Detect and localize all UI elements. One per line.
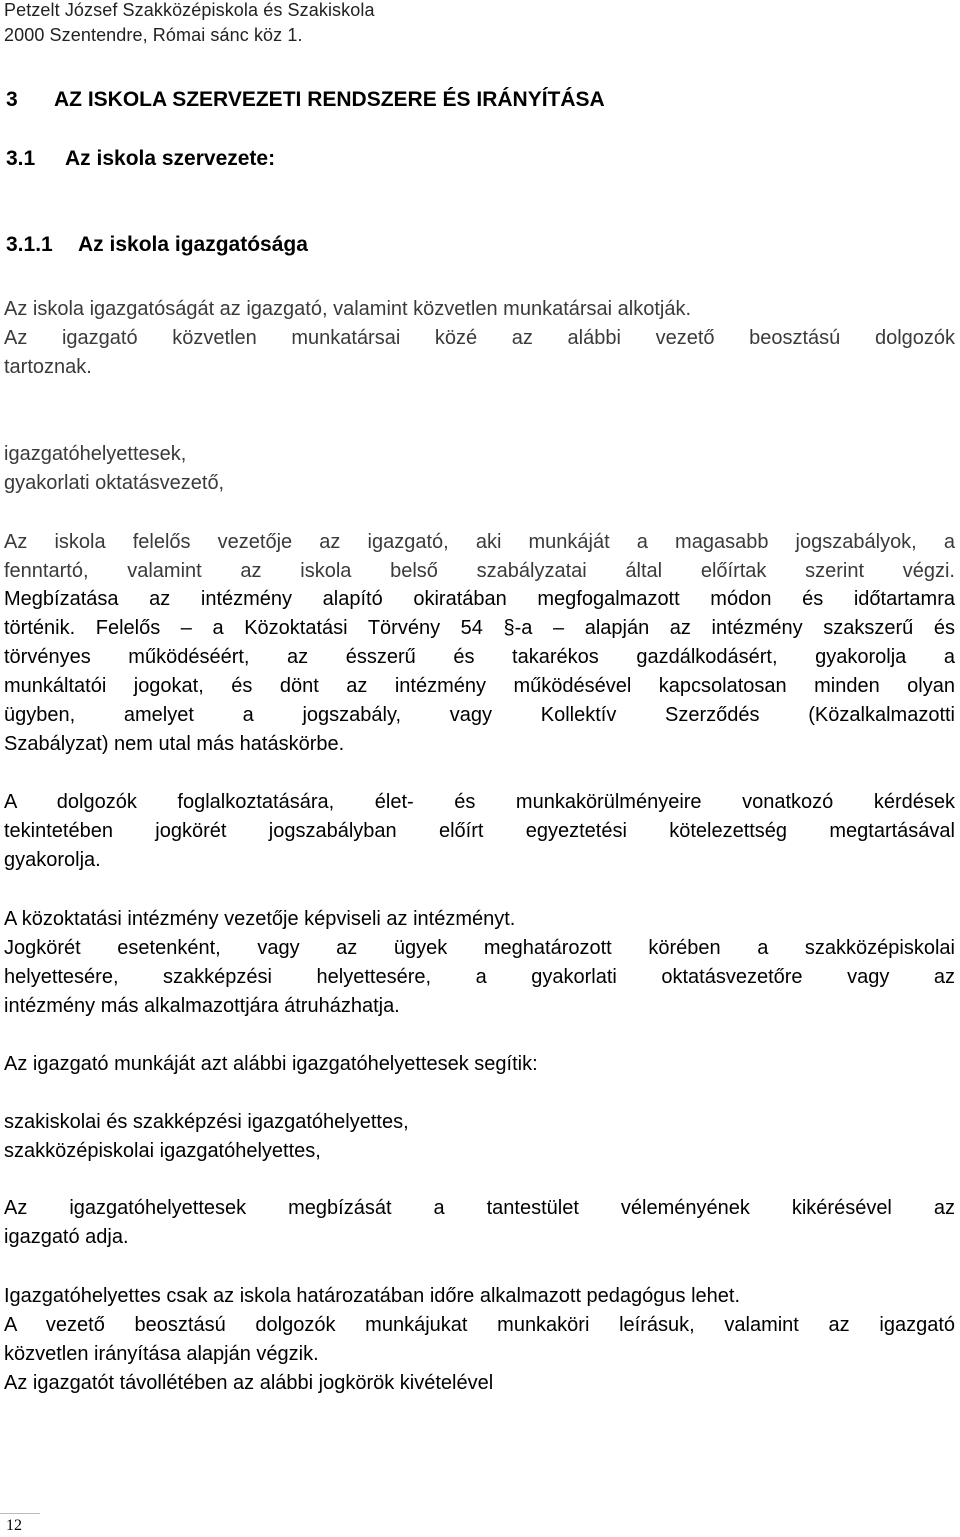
- paragraph-line: Az igazgató közvetlen munkatársai közé az alábbi vezető beosztású dolgozók: [4, 327, 955, 349]
- paragraph-line: igazgató adja.: [4, 1226, 129, 1248]
- paragraph-line: Jogkörét esetenként, vagy az ügyek meghatározott körében a szakközépiskolai: [4, 937, 955, 959]
- list-item: igazgatóhelyettesek,: [4, 443, 187, 465]
- paragraph-line: A közoktatási intézmény vezetője képviseli az intézményt.: [4, 908, 516, 930]
- list-item: szakiskolai és szakképzési igazgatóhelyettes,: [4, 1111, 409, 1133]
- paragraph-line: gyakorolja.: [4, 849, 101, 871]
- paragraph-line: Az igazgató munkáját azt alábbi igazgatóhelyettesek segítik:: [4, 1053, 538, 1075]
- paragraph-line: A dolgozók foglalkoztatására, élet- és munkakörülményeire vonatkozó kérdések: [4, 791, 955, 813]
- paragraph-line: tekintetében jogkörét jogszabályban előírt egyeztetési kötelezettség megtartásával: [4, 820, 955, 842]
- paragraph-line: történik. Felelős – a Közoktatási Törvény 54 §-a – alapján az intézmény szakszerű és: [4, 617, 955, 639]
- paragraph-line: Megbízatása az intézmény alapító okiratában megfogalmazott módon és időtartamra: [4, 588, 955, 610]
- paragraph-line: A vezető beosztású dolgozók munkájukat munkaköri leírásuk, valamint az igazgató: [4, 1314, 955, 1336]
- paragraph-line: Az igazgatóhelyettesek megbízását a tantestület véleményének kikérésével az: [4, 1197, 955, 1219]
- list-item: gyakorlati oktatásvezető,: [4, 472, 225, 494]
- footer-divider: [0, 1513, 40, 1514]
- heading-number: 3.1.1: [6, 233, 53, 256]
- paragraph-line: munkáltatói jogokat, és dönt az intézmény működésével kapcsolatosan minden olyan: [4, 675, 955, 697]
- paragraph-line: fenntartó, valamint az iskola belső szabályzatai által előírtak szerint végzi.: [4, 560, 955, 582]
- paragraph-line: intézmény más alkalmazottjára átruházhatja.: [4, 995, 400, 1017]
- heading-title: AZ ISKOLA SZERVEZETI RENDSZERE ÉS IRÁNYÍTÁSA: [54, 88, 605, 111]
- heading-number: 3: [6, 88, 18, 111]
- paragraph-line: törvényes működéséért, az ésszerű és takarékos gazdálkodásért, gyakorolja a: [4, 646, 955, 668]
- paragraph-line: Az iskola igazgatóságát az igazgató, valamint közvetlen munkatársai alkotják.: [4, 298, 692, 320]
- paragraph-line: Igazgatóhelyettes csak az iskola határozatában időre alkalmazott pedagógus lehet.: [4, 1285, 741, 1307]
- heading-number: 3.1: [6, 147, 36, 170]
- paragraph-line: tartoznak.: [4, 356, 92, 378]
- paragraph-line: helyettesére, szakképzési helyettesére, a gyakorlati oktatásvezetőre vagy az: [4, 966, 955, 988]
- page-number: 12: [6, 1517, 22, 1534]
- heading-chapter-3: [6, 88, 605, 112]
- heading-subsection-3-1-1: [6, 233, 308, 257]
- heading-title: Az iskola szervezete:: [65, 147, 276, 170]
- school-address: 2000 Szentendre, Római sánc köz 1.: [4, 25, 303, 45]
- paragraph-line: ügyben, amelyet a jogszabály, vagy Kollektív Szerződés (Közalkalmazotti: [4, 704, 955, 726]
- list-item: szakközépiskolai igazgatóhelyettes,: [4, 1140, 321, 1162]
- paragraph-line: közvetlen irányítása alapján végzik.: [4, 1343, 319, 1365]
- paragraph-line: Az iskola felelős vezetője az igazgató, aki munkáját a magasabb jogszabályok, a: [4, 531, 955, 553]
- paragraph-line: Szabályzat) nem utal más hatáskörbe.: [4, 733, 345, 755]
- heading-title: Az iskola igazgatósága: [78, 233, 308, 256]
- paragraph-line: Az igazgatót távollétében az alábbi jogkörök kivételével: [4, 1372, 494, 1394]
- school-name: Petzelt József Szakközépiskola és Szakiskola: [4, 0, 375, 20]
- heading-section-3-1: [6, 147, 275, 171]
